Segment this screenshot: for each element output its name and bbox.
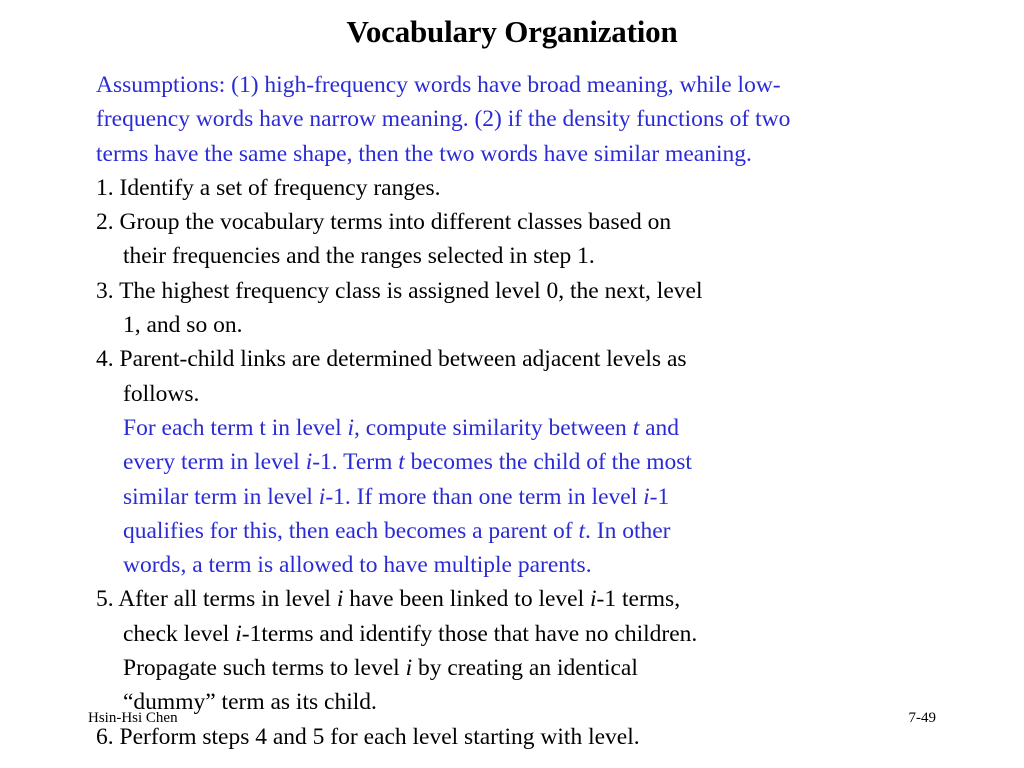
italic-text: i	[336, 586, 344, 613]
text-run: similar term in level	[123, 483, 319, 510]
text-run: by creating an identical	[412, 655, 638, 682]
body-line	[96, 445, 956, 479]
footer-author: Hsin-Hsi Chen	[88, 710, 178, 726]
text-run: follows.	[123, 380, 200, 407]
text-run: , compute similarity between	[354, 414, 633, 441]
text-run: terms have the same shape, then the two words have similar meaning.	[96, 140, 752, 167]
text-run: becomes the child of the most	[404, 449, 692, 476]
body-line	[96, 617, 956, 651]
text-run: -1. If more than one term in level	[325, 483, 644, 510]
text-run: -1 terms,	[596, 586, 681, 613]
body-line	[96, 720, 956, 754]
body-line	[96, 514, 956, 548]
text-run: Propagate such terms to level	[123, 655, 406, 682]
text-run: their frequencies and the ranges selected in step 1.	[123, 243, 595, 270]
italic-text: t	[398, 449, 405, 476]
text-run: 3. The highest frequency class is assigned level 0, the next, level	[96, 277, 703, 304]
body-line	[96, 651, 956, 685]
italic-text: i	[643, 483, 650, 510]
body-line	[96, 480, 956, 514]
text-run: words, a term is allowed to have multiple parents.	[123, 552, 592, 579]
italic-text: i	[318, 483, 326, 510]
slide-body	[96, 68, 956, 754]
text-run: “dummy” term as its child.	[123, 689, 377, 716]
text-run: 5. After all terms in level	[96, 586, 337, 613]
body-line	[96, 342, 956, 376]
italic-text: i	[305, 449, 313, 476]
body-line	[96, 68, 956, 102]
body-line	[96, 171, 956, 205]
italic-text: i	[590, 586, 597, 613]
body-line	[96, 548, 956, 582]
italic-text: i	[347, 414, 355, 441]
body-line	[96, 102, 956, 136]
italic-text: t	[578, 517, 585, 544]
text-run: have been linked to level	[343, 586, 591, 613]
text-run: 4. Parent-child links are determined between adjacent levels as	[96, 346, 687, 373]
text-run: Assumptions: (1) high-frequency words have broad meaning, while low-	[96, 72, 781, 98]
italic-text: t	[632, 414, 640, 441]
text-run: 6. Perform steps 4 and 5 for each level starting with level.	[96, 723, 640, 750]
text-run: -1. Term	[312, 449, 399, 476]
text-run: and	[639, 414, 680, 441]
text-run: . In other	[585, 517, 671, 544]
text-run: frequency words have narrow meaning. (2) if the density functions of two	[96, 106, 791, 133]
italic-text: i	[405, 655, 413, 682]
body-line	[96, 411, 956, 445]
text-run: 1, and so on.	[123, 312, 243, 339]
body-line	[96, 308, 956, 342]
text-run: -1terms and identify those that have no children.	[241, 620, 698, 647]
text-run: check level	[123, 620, 236, 647]
footer-page-number: 7-49	[908, 710, 936, 726]
body-line	[96, 239, 956, 273]
body-line	[96, 377, 956, 411]
text-run: 2. Group the vocabulary terms into different classes based on	[96, 209, 672, 236]
body-line	[96, 137, 956, 171]
text-run: For each term t in level	[123, 414, 348, 441]
body-line	[96, 205, 956, 239]
body-line	[96, 685, 956, 719]
text-run: -1	[649, 483, 670, 510]
body-line	[96, 582, 956, 616]
slide-title: Vocabulary Organization	[346, 14, 678, 49]
text-run: qualifies for this, then each becomes a parent of	[123, 517, 579, 544]
italic-text: i	[235, 620, 242, 647]
text-run: 1. Identify a set of frequency ranges.	[96, 174, 441, 201]
body-line	[96, 274, 956, 308]
text-run: every term in level	[123, 449, 306, 476]
